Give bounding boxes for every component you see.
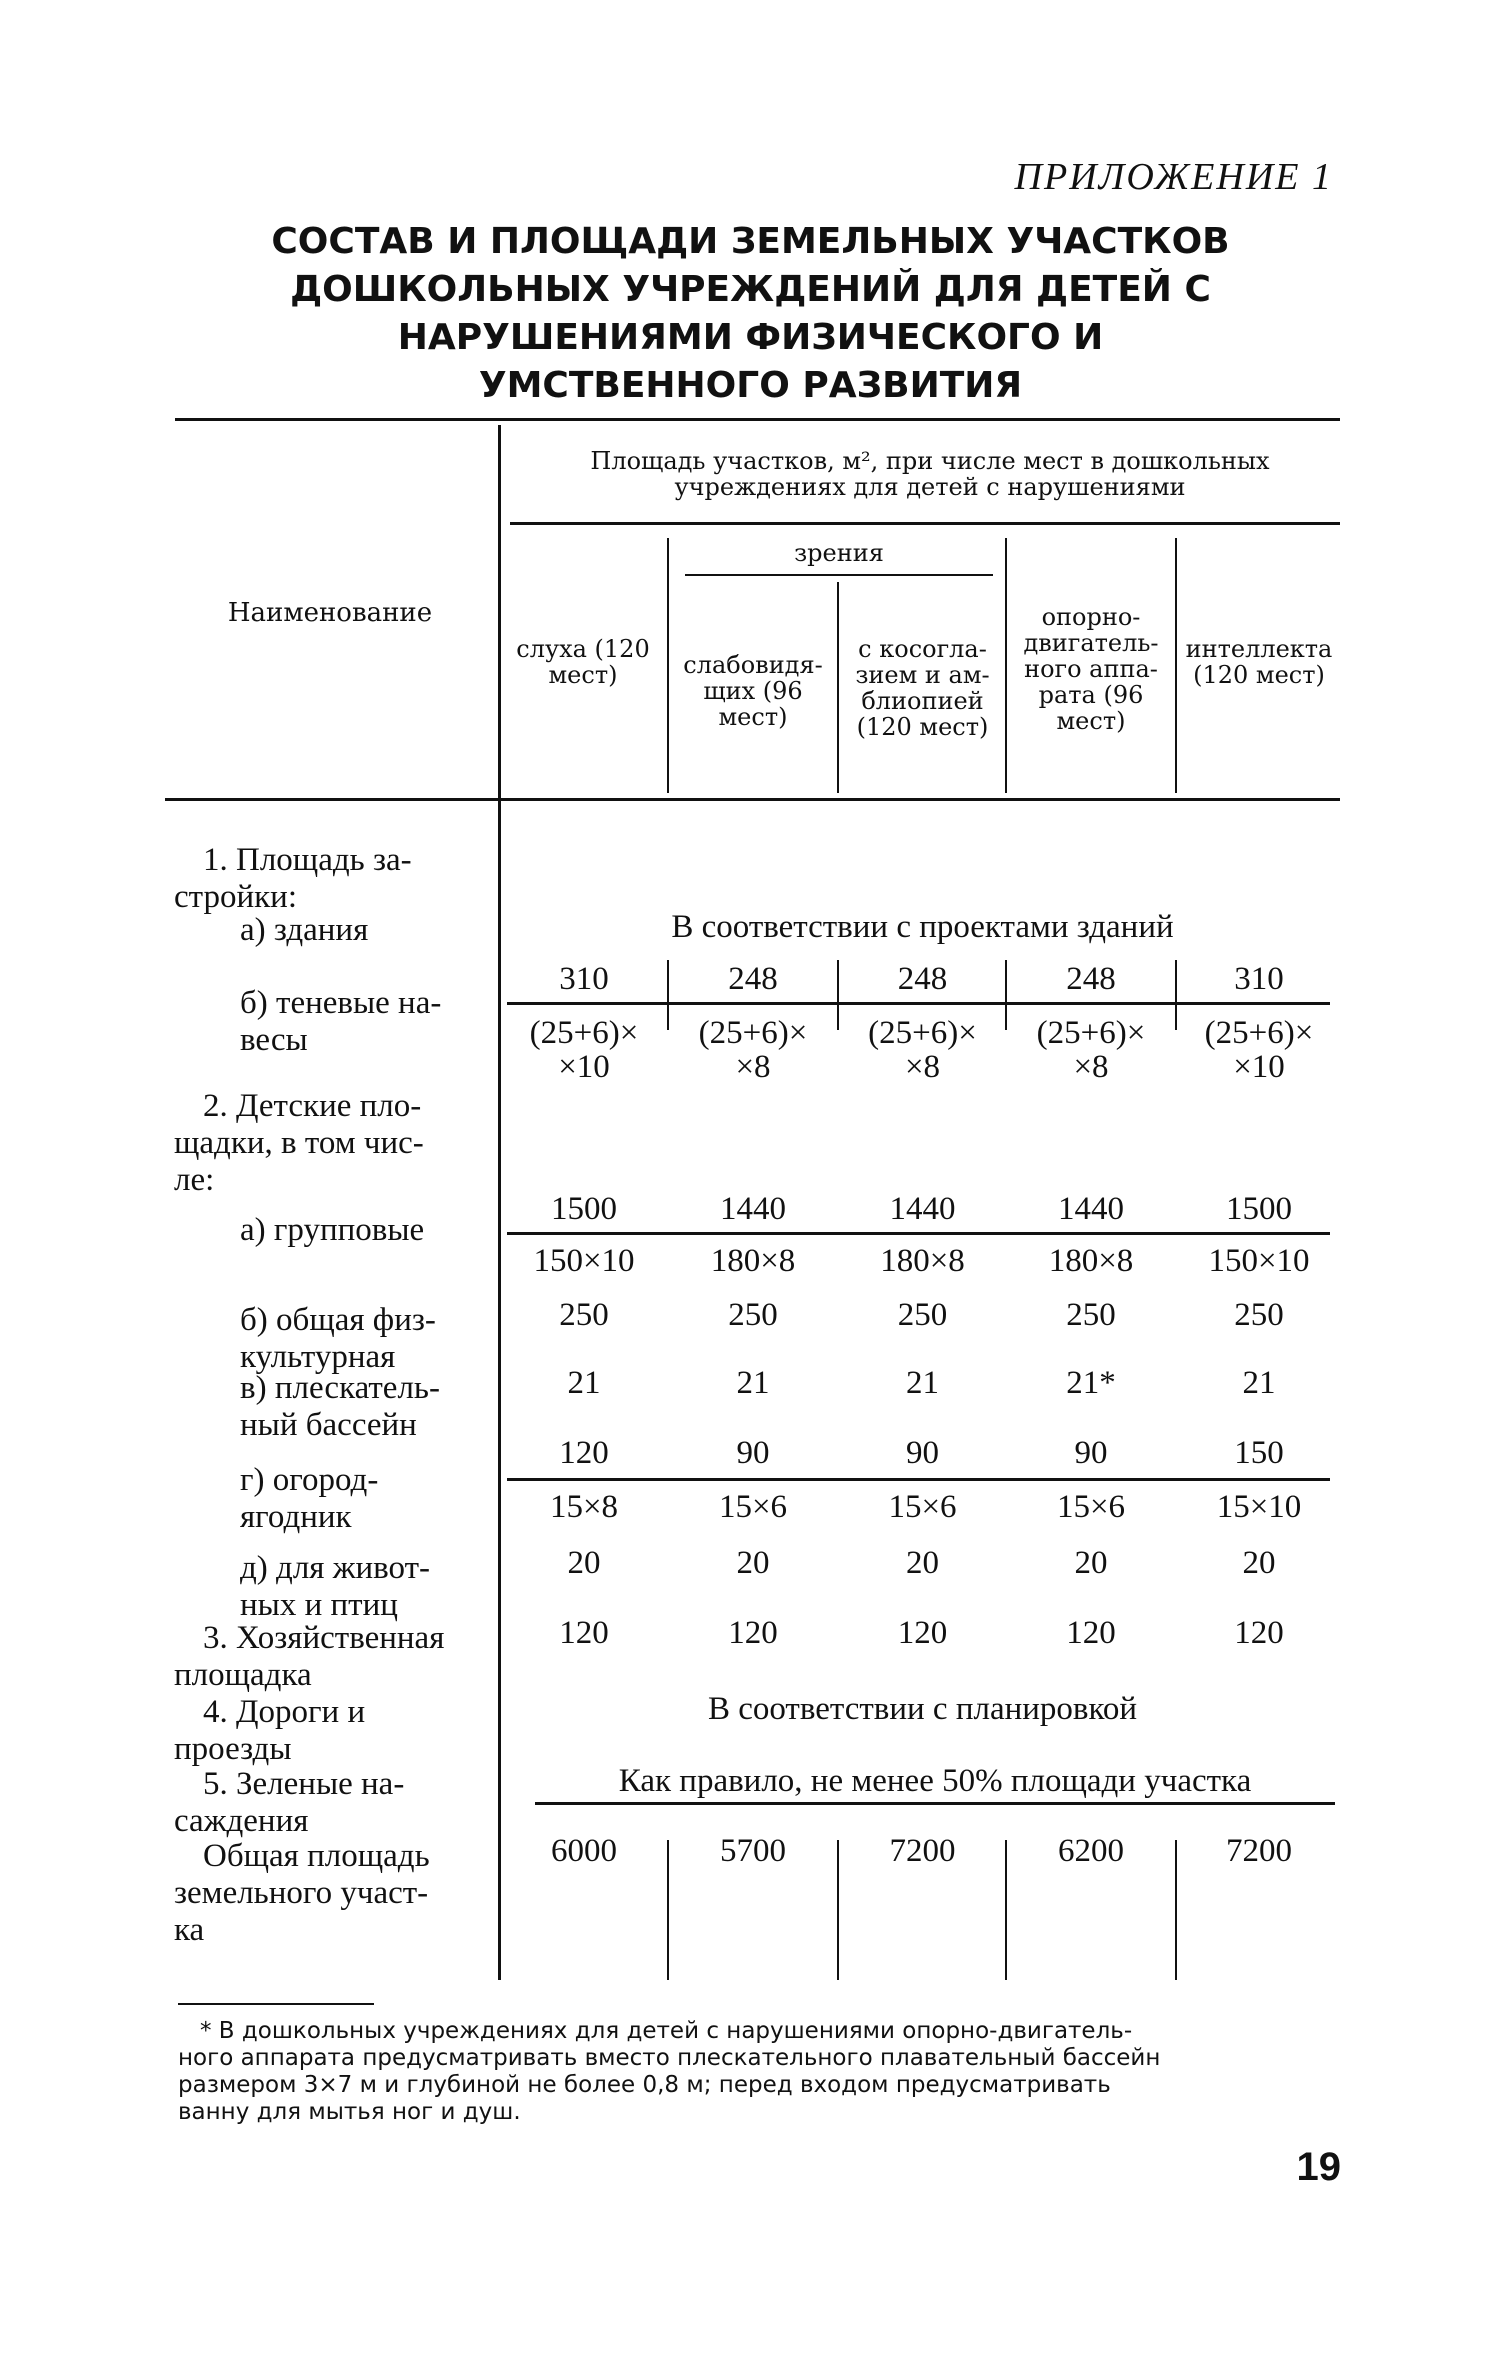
row-label-sheds bbox=[240, 985, 441, 1059]
cell-line: ×8 bbox=[1073, 1049, 1109, 1085]
row-label-playgrounds bbox=[174, 1088, 424, 1199]
column-header-line: блиопией bbox=[861, 687, 984, 715]
row-label-line: г) огород- bbox=[240, 1462, 379, 1498]
cell-sheds-area: 310 bbox=[1234, 961, 1284, 997]
cell-group-area: 1500 bbox=[1226, 1191, 1292, 1227]
cell-group-dims: 180×8 bbox=[880, 1243, 965, 1279]
column-header-line: ного аппа- bbox=[1024, 655, 1158, 683]
cell-garden-area: 120 bbox=[559, 1435, 609, 1471]
column-header-strabismus bbox=[840, 636, 1005, 740]
column-header-hearing bbox=[503, 636, 663, 688]
cell-group-dims: 180×8 bbox=[1048, 1243, 1134, 1279]
row-label-line: Общая площадь bbox=[203, 1838, 430, 1874]
row-label-total bbox=[174, 1838, 430, 1949]
vision-header: зрения bbox=[794, 539, 884, 567]
column-header-line: интеллекта bbox=[1185, 635, 1333, 663]
name-header: Наименование bbox=[227, 598, 433, 628]
cell-group-area: 1440 bbox=[889, 1191, 956, 1227]
column-divider bbox=[837, 1840, 839, 1980]
title-line: НАРУШЕНИЯМИ ФИЗИЧЕСКОГО И bbox=[397, 317, 1104, 358]
cell-pool: 21 bbox=[906, 1365, 939, 1401]
column-divider bbox=[1175, 538, 1177, 793]
row-label-line: щадки, в том чис- bbox=[174, 1125, 424, 1161]
cell-line: (25+6)× bbox=[1036, 1015, 1146, 1051]
appendix-label: ПРИЛОЖЕНИЕ 1 bbox=[1014, 156, 1333, 198]
cell-utility: 120 bbox=[728, 1615, 778, 1651]
page-number: 19 bbox=[1296, 2145, 1341, 2189]
row-label-sport bbox=[240, 1302, 436, 1376]
footnote bbox=[178, 2018, 1338, 2126]
cell-pool: 21 bbox=[1242, 1365, 1276, 1401]
cell-garden-dims: 15×6 bbox=[888, 1489, 957, 1525]
row-label-line: 4. Дороги и bbox=[203, 1694, 366, 1730]
cell-animals: 20 bbox=[906, 1545, 939, 1581]
row-label-line: ных и птиц bbox=[240, 1587, 398, 1623]
row-label-line: весы bbox=[240, 1022, 308, 1058]
row-label-line: б) теневые на- bbox=[240, 985, 442, 1021]
row-label-garden bbox=[240, 1462, 378, 1536]
row-label-group: а) групповые bbox=[240, 1212, 425, 1248]
row-label-line: 5. Зеленые на- bbox=[203, 1766, 405, 1802]
cell-sport: 250 bbox=[1234, 1297, 1284, 1333]
column-header-line: мест) bbox=[718, 703, 788, 731]
column-header-line: зием и ам- bbox=[855, 661, 990, 689]
column-header-line: с косогла- bbox=[858, 635, 987, 663]
area-header-rule bbox=[510, 522, 1340, 525]
cell-garden-dims: 15×6 bbox=[718, 1489, 788, 1525]
column-divider bbox=[1175, 1840, 1177, 1980]
row-label-buildings: а) здания bbox=[240, 912, 369, 948]
cell-line: ×8 bbox=[735, 1049, 771, 1085]
footnote-line: размером 3×7 м и глубиной не более 0,8 м; перед входом предусматривать bbox=[178, 2072, 1111, 2098]
cell-garden-area: 150 bbox=[1234, 1435, 1284, 1471]
fraction-bar bbox=[507, 1478, 1330, 1481]
row-label-pool bbox=[240, 1370, 440, 1444]
green-note: Как правило, не менее 50% площади участка bbox=[618, 1763, 1252, 1799]
cell-animals: 20 bbox=[736, 1545, 770, 1581]
column-divider bbox=[1175, 960, 1177, 1030]
row-label-line: площадка bbox=[174, 1657, 312, 1693]
row-label-line: стройки: bbox=[174, 879, 297, 915]
cell-sport: 250 bbox=[897, 1297, 948, 1333]
name-column-divider bbox=[498, 425, 501, 1980]
column-divider bbox=[667, 1840, 669, 1980]
column-header-line: опорно- bbox=[1041, 603, 1141, 631]
cell-sheds-dims bbox=[670, 1016, 836, 1084]
cell-sport: 250 bbox=[1066, 1297, 1116, 1333]
cell-sheds-dims bbox=[1008, 1016, 1174, 1084]
cell-utility: 120 bbox=[1234, 1615, 1284, 1651]
cell-garden-dims: 15×6 bbox=[1056, 1489, 1126, 1525]
footnote-rule bbox=[178, 2003, 374, 2005]
row-label-line: 1. Площадь за- bbox=[203, 842, 412, 878]
cell-garden-area: 90 bbox=[1074, 1435, 1108, 1471]
cell-total: 7200 bbox=[1226, 1833, 1292, 1869]
column-header-line: слуха (120 bbox=[516, 635, 650, 663]
document-title bbox=[0, 218, 1501, 410]
column-divider bbox=[837, 960, 839, 1030]
cell-garden-dims: 15×10 bbox=[1216, 1489, 1302, 1525]
row-label-line: ле: bbox=[174, 1162, 215, 1198]
footnote-line: ного аппарата предусматривать вместо плескательного плавательный бассейн bbox=[178, 2045, 1161, 2071]
column-divider bbox=[667, 960, 669, 1030]
footnote-line: * В дошкольных учреждениях для детей с нарушениями опорно-двигатель- bbox=[200, 2018, 1133, 2044]
column-divider bbox=[1005, 538, 1007, 793]
cell-total: 7200 bbox=[889, 1833, 956, 1869]
column-header-line: (120 мест) bbox=[1193, 661, 1325, 689]
row-label-line: земельного участ- bbox=[174, 1875, 429, 1911]
column-divider bbox=[837, 582, 839, 793]
row-label-line: 3. Хозяйственная bbox=[203, 1620, 445, 1656]
column-header-line: двигатель- bbox=[1023, 629, 1159, 657]
footnote-line: ванну для мытья ног и душ. bbox=[178, 2099, 521, 2125]
column-header-line: щих (96 bbox=[703, 677, 803, 705]
row-label-line: проезды bbox=[174, 1731, 292, 1767]
cell-line: (25+6)× bbox=[1204, 1015, 1314, 1051]
column-header-musculoskeletal bbox=[1008, 604, 1174, 734]
cell-total: 6200 bbox=[1058, 1833, 1124, 1869]
cell-utility: 120 bbox=[559, 1615, 609, 1651]
cell-garden-area: 90 bbox=[906, 1435, 939, 1471]
cell-sheds-area: 248 bbox=[728, 961, 778, 997]
title-line: УМСТВЕННОГО РАЗВИТИЯ bbox=[478, 365, 1023, 406]
column-divider bbox=[1005, 960, 1007, 1030]
area-header-line: Площадь участков, м², при числе мест в дошкольных bbox=[590, 447, 1270, 475]
column-header-low-vision bbox=[670, 652, 836, 730]
area-header-line: учреждениях для детей с нарушениями bbox=[674, 473, 1186, 501]
row-label-animals bbox=[240, 1550, 430, 1624]
cell-line: (25+6)× bbox=[529, 1015, 639, 1051]
column-header-line: мест) bbox=[1056, 707, 1126, 735]
row-label-line: б) общая физ- bbox=[240, 1302, 436, 1338]
cell-line: (25+6)× bbox=[698, 1015, 808, 1051]
row-label-line: ка bbox=[174, 1912, 205, 1948]
green-note-rule bbox=[535, 1802, 1335, 1805]
cell-group-area: 1440 bbox=[720, 1191, 786, 1227]
header-bottom-rule bbox=[165, 798, 1340, 801]
cell-line: ×10 bbox=[1233, 1049, 1285, 1085]
cell-sheds-area: 310 bbox=[559, 961, 609, 997]
cell-sheds-dims bbox=[1178, 1016, 1340, 1084]
cell-sport: 250 bbox=[728, 1297, 778, 1333]
vision-header-rule bbox=[685, 574, 993, 576]
cell-sport: 250 bbox=[559, 1297, 609, 1333]
roads-note: В соответствии с планировкой bbox=[707, 1691, 1138, 1727]
row-label-line: ягодник bbox=[240, 1499, 352, 1535]
row-label-line: в) плескатель- bbox=[240, 1370, 440, 1406]
cell-total: 5700 bbox=[720, 1833, 786, 1869]
fraction-bar bbox=[507, 1002, 1330, 1005]
cell-line: (25+6)× bbox=[868, 1015, 977, 1051]
cell-garden-dims: 15×8 bbox=[549, 1489, 619, 1525]
column-divider bbox=[1005, 1840, 1007, 1980]
cell-sheds-dims bbox=[840, 1016, 1005, 1084]
cell-group-area: 1440 bbox=[1058, 1191, 1124, 1227]
cell-line: ×8 bbox=[904, 1049, 941, 1085]
cell-line: ×10 bbox=[558, 1049, 610, 1085]
cell-utility: 120 bbox=[897, 1615, 948, 1651]
fraction-bar bbox=[507, 1232, 1330, 1235]
column-header-line: мест) bbox=[548, 661, 618, 689]
column-header-line: рата (96 bbox=[1038, 681, 1144, 709]
row-label-line: д) для живот- bbox=[240, 1550, 431, 1586]
cell-group-dims: 180×8 bbox=[710, 1243, 796, 1279]
row-label-utility bbox=[174, 1620, 444, 1694]
cell-group-dims: 150×10 bbox=[533, 1243, 635, 1279]
cell-utility: 120 bbox=[1066, 1615, 1116, 1651]
cell-garden-area: 90 bbox=[736, 1435, 770, 1471]
column-header-intellect bbox=[1178, 636, 1340, 688]
row-label-line: ный бассейн bbox=[240, 1407, 417, 1443]
column-divider bbox=[667, 538, 669, 793]
cell-pool: 21 bbox=[567, 1365, 601, 1401]
row-label-line: культурная bbox=[240, 1339, 396, 1375]
cell-sheds-area: 248 bbox=[1066, 961, 1116, 997]
cell-animals: 20 bbox=[1074, 1545, 1108, 1581]
row-label-line: саждения bbox=[174, 1803, 309, 1839]
row-label-green bbox=[174, 1766, 404, 1840]
cell-total: 6000 bbox=[551, 1833, 617, 1869]
cell-sheds-dims bbox=[503, 1016, 665, 1084]
cell-pool: 21 bbox=[736, 1365, 770, 1401]
column-header-line: слабовидя- bbox=[683, 651, 823, 679]
buildings-note: В соответствии с проектами зданий bbox=[671, 909, 1174, 945]
column-header-line: (120 мест) bbox=[856, 713, 989, 741]
cell-group-dims: 150×10 bbox=[1208, 1243, 1310, 1279]
row-label-building-area bbox=[174, 842, 412, 916]
row-label-roads bbox=[174, 1694, 365, 1768]
title-line: СОСТАВ И ПЛОЩАДИ ЗЕМЕЛЬНЫХ УЧАСТКОВ bbox=[271, 221, 1230, 262]
cell-animals: 20 bbox=[567, 1545, 601, 1581]
cell-pool: 21* bbox=[1066, 1365, 1116, 1401]
row-label-line: 2. Детские пло- bbox=[203, 1088, 422, 1124]
area-header bbox=[520, 448, 1340, 500]
cell-animals: 20 bbox=[1242, 1545, 1276, 1581]
title-line: ДОШКОЛЬНЫХ УЧРЕЖДЕНИЙ ДЛЯ ДЕТЕЙ С bbox=[290, 269, 1211, 310]
table-top-rule bbox=[175, 418, 1340, 421]
cell-sheds-area: 248 bbox=[897, 961, 948, 997]
cell-group-area: 1500 bbox=[551, 1191, 617, 1227]
